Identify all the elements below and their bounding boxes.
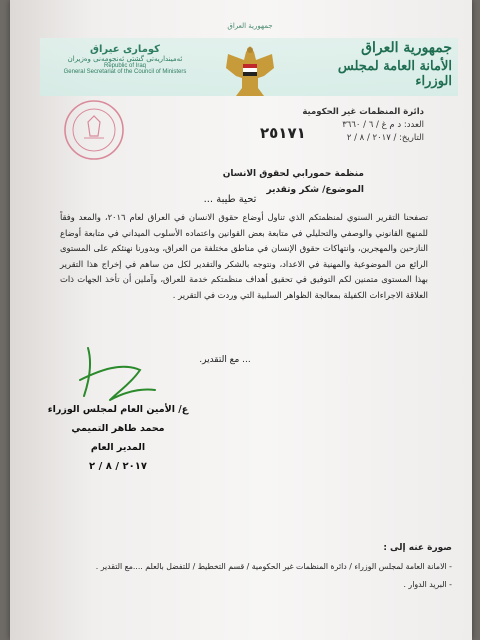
signature-line1: ع/ الأمين العام لمجلس الوزراء [47, 404, 189, 415]
meta-number: العدد: د م غ / ٦ / ٣٦٦٠ [342, 120, 424, 130]
meta-department: دائرة المنظمات غير الحكومية [302, 107, 424, 117]
letterhead-left-line1: كومارى عيراق [90, 44, 160, 55]
eagle-emblem-icon [222, 42, 278, 100]
cc-item: - البريد الدوار . [403, 580, 452, 589]
letter-meta [302, 106, 424, 145]
greeting: تحية طيبة ... [203, 194, 257, 205]
signature-name: محمد طاهر التميمي [71, 423, 165, 434]
cc-title: صورة عنه إلى : [383, 543, 452, 553]
letter-subject: الموضوع/ شكر وتقدير [266, 185, 364, 195]
cc-item: - الامانة العامة لمجلس الوزراء / دائرة المنظمات غير الحكومية / قسم التخطيط / للتفضل بالعلم ....مع التقدير . [95, 562, 452, 571]
signature-title: المدير العام [90, 442, 146, 453]
signature-date: ٢٠١٧ / ٨ / ٢ [89, 461, 147, 472]
letter-body: تصفحنا التقرير السنوي لمنظمتكم الذي تناول أوضاع حقوق الانسان في العراق لعام ٢٠١٦، والمعد وفقاً للمنهج القانوني والوصفي والتحليلي في متابعة بعض القوانين واعتماده الأسلوب الميداني في متابعة أوضاع النازحين والمهجرين، وانتهاكات حقوق الإنسان في مناطق مختلفة من العراق، وبدورنا نهنئكم على المستوى الرائع من الموضوعية والمهنية في الاعداد، ونتوجه بالشكر والتقدير لكل من ساهم في إخراج هذا التقرير بهذا المستوى متمنين لكم التوفيق في تحقيق أهداف منظمتكم خدمة للعراق، وآملين أن تأخذ الجهات ذات العلاقة الاجراءات الكفيلة بمعالجة الظواهر السلبية التي وردت في التقرير . [60, 212, 428, 300]
cc-list [32, 558, 452, 594]
letterhead-left-en1: Republic of Iraq [103, 63, 147, 69]
closing: ... مع التقدير. [199, 355, 251, 365]
official-stamp-icon [62, 98, 126, 162]
letterhead-right [302, 40, 452, 89]
letterhead-right-line2: الأمانة العامة لمجلس الوزراء [337, 59, 452, 89]
meta-date: التاريخ: / ٢٠١٧ / ٨ / ٢ [346, 133, 424, 143]
letterhead-right-line1: جمهورية العراق [361, 40, 452, 56]
letter-page [10, 0, 472, 640]
letterhead-left [40, 44, 210, 75]
recipient-org: منظمة حمورابي لحقوق الانسان [222, 169, 364, 179]
letterhead-left-en2: General Secretariat of the Council of Ministers [63, 69, 187, 75]
letterhead-left-line2: ئەمینداریەتی گشتی ئەنجومەنی وەزیران [67, 55, 183, 63]
registration-number: ٢٥١٧١ [260, 124, 306, 142]
signature-block [38, 400, 198, 476]
letterhead-top-title: جمهورية العراق [227, 22, 273, 30]
